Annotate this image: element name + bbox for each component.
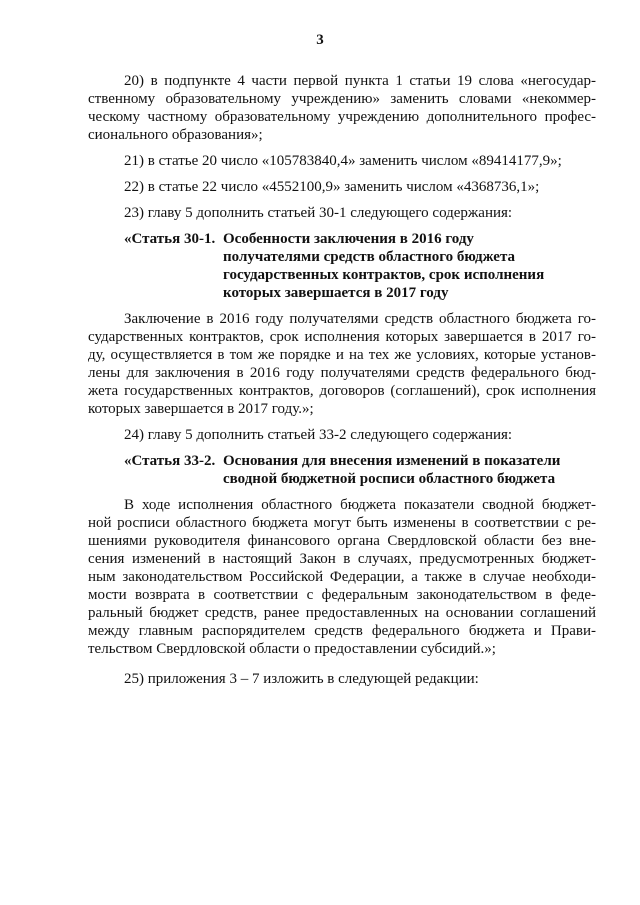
text-line: ственному образовательному учреждению» заменить словами «некоммер- (88, 91, 596, 107)
text-line: ческому частному образовательному учреждению дополнительного профес- (88, 109, 596, 125)
text-line: ным законодательством Российской Федерации, а также в случае необходи- (88, 569, 596, 585)
text-line: 22) в статье 22 число «4552100,9» заменить числом «4368736,1»; (124, 179, 540, 195)
text-line: сионального образования»; (88, 127, 263, 143)
article-label: «Статья 33-2. (124, 453, 216, 469)
article-title-line: Особенности заключения в 2016 году (223, 231, 474, 247)
text-line: ральный бюджет средств, ранее предоставленных на основании соглашений (88, 605, 596, 621)
text-line: 24) главу 5 дополнить статьей 33-2 следующего содержания: (124, 427, 513, 443)
text-line: 23) главу 5 дополнить статьей 30-1 следующего содержания: (124, 205, 513, 221)
text-line: 25) приложения 3 – 7 изложить в следующей редакции: (124, 671, 479, 687)
text-line: лены для заключения в 2016 году получателями средств федерального бюд- (88, 365, 596, 381)
item-25-paragraph (88, 670, 596, 688)
article-title-line: Основания для внесения изменений в показатели (223, 453, 561, 469)
document-body (88, 72, 596, 696)
text-line: шениями руководителя финансового органа Свердловской области без вне- (88, 533, 596, 549)
article-33-2-heading (88, 452, 596, 488)
article-label: «Статья 30-1. (124, 231, 216, 247)
article-title-line: получателями средств областного бюджета (223, 249, 516, 265)
text-line: Заключение в 2016 году получателями средств областного бюджета го- (124, 311, 596, 327)
text-line: мости возврата в соответствии с федеральным законодательством в феде- (88, 587, 596, 603)
text-line: которых завершается в 2017 году.»; (88, 401, 314, 417)
text-line: 21) в статье 20 число «105783840,4» заменить числом «89414177,9»; (124, 153, 562, 169)
article-title-line: сводной бюджетной росписи областного бюджета (223, 471, 556, 487)
article-33-2-body (88, 496, 596, 658)
page-number: 3 (316, 32, 324, 48)
item-20-paragraph (88, 72, 596, 144)
article-30-1-body (88, 310, 596, 418)
item-23-paragraph (88, 204, 596, 222)
text-line: между главным распорядителем средств федерального бюджета и Прави- (88, 623, 596, 639)
article-30-1-heading (88, 230, 596, 302)
text-line: ной росписи областного бюджета могут быть изменены в соответствии с ре- (88, 515, 596, 531)
article-title-line: государственных контрактов, срок исполнения (223, 267, 545, 283)
item-21-paragraph (88, 152, 596, 170)
text-line: жета государственных контрактов, договоров (соглашений), срок исполнения (88, 383, 596, 399)
text-line: ду, осуществляется в том же порядке и на тех же условиях, которые установ- (88, 347, 596, 363)
text-line: сударственных контрактов, срок исполнения которых завершается в 2017 го- (88, 329, 596, 345)
item-22-paragraph (88, 178, 596, 196)
article-title-line: которых завершается в 2017 году (223, 285, 449, 301)
text-line: тельством Свердловской области о предоставлении субсидий.»; (88, 641, 496, 657)
text-line: 20) в подпункте 4 части первой пункта 1 статьи 19 слова «негосудар- (124, 73, 596, 89)
item-24-paragraph (88, 426, 596, 444)
text-line: В ходе исполнения областного бюджета показатели сводной бюджет- (124, 497, 596, 513)
text-line: сения изменений в настоящий Закон в случаях, предусмотренных бюджет- (88, 551, 596, 567)
